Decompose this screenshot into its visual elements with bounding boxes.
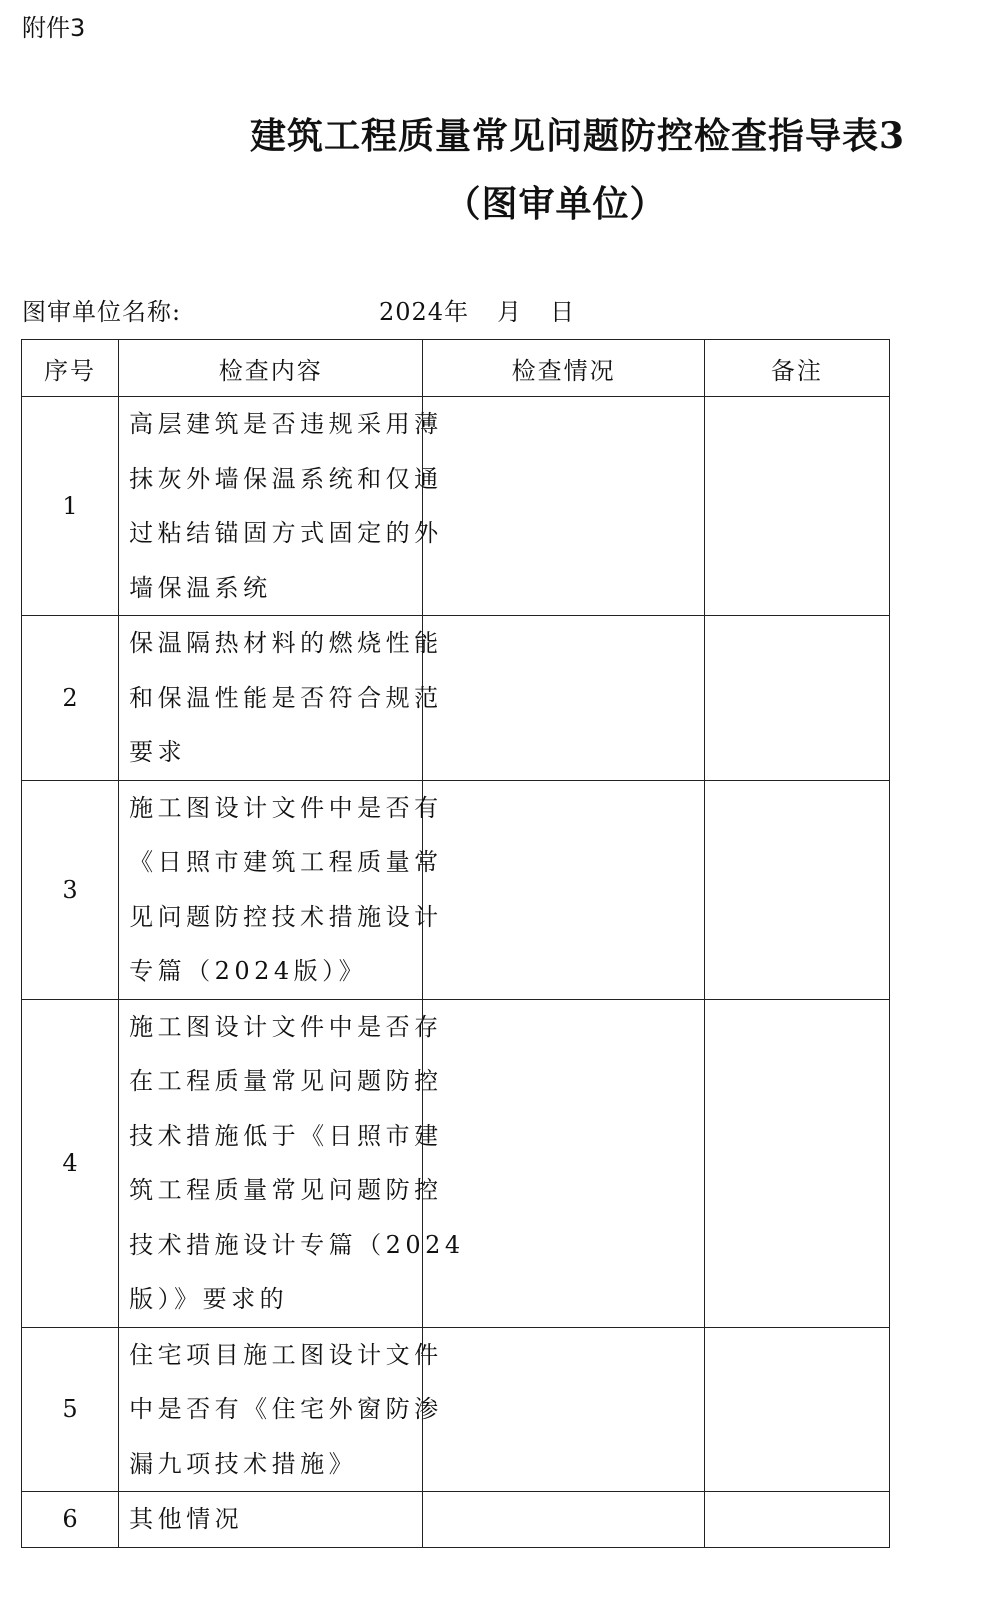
content-line: 筑工程质量常见问题防控 [129, 1176, 443, 1204]
table-row [22, 1327, 890, 1492]
note-cell[interactable] [704, 1327, 889, 1492]
content-line: 保温隔热材料的燃烧性能 [129, 629, 443, 657]
table-row [22, 780, 890, 999]
content-line: 版）》要求的 [129, 1285, 289, 1313]
content-line: 中是否有《住宅外窗防渗 [129, 1395, 443, 1423]
date-year: 2024年 [379, 298, 470, 326]
title-line-2: （图审单位） [444, 183, 667, 225]
content-line: 高层建筑是否违规采用薄 [129, 410, 443, 438]
check-content [119, 397, 443, 616]
content-line: 过粘结锚固方式固定的外 [129, 519, 443, 547]
check-result-cell[interactable] [423, 1492, 704, 1548]
table-header-row [22, 340, 890, 397]
content-line: 其他情况 [129, 1505, 244, 1533]
content-line: 和保温性能是否符合规范 [129, 683, 443, 712]
row-number: 1 [22, 397, 119, 616]
check-result-cell[interactable] [423, 616, 704, 781]
content-line: 住宅项目施工图设计文件 [129, 1340, 443, 1369]
date-month: 月 [497, 298, 523, 326]
check-content [119, 1492, 423, 1548]
note-cell[interactable] [704, 780, 889, 999]
content-line: 要求 [129, 738, 187, 766]
check-result-cell[interactable] [423, 999, 704, 1327]
checklist-table [21, 339, 890, 1548]
content-line: 见问题防控技术措施设计 [129, 902, 443, 931]
note-cell[interactable] [704, 616, 889, 781]
check-result-cell[interactable] [423, 397, 704, 616]
content-line: 漏九项技术措施》 [129, 1449, 358, 1478]
document-title [0, 112, 991, 228]
check-result-cell[interactable] [423, 780, 704, 999]
date-day: 日 [550, 298, 576, 326]
content-line: 墙保温系统 [129, 573, 272, 602]
table-row [22, 397, 890, 616]
unit-name-label: 图审单位名称: [22, 298, 182, 326]
header-result: 检查情况 [423, 340, 704, 397]
header-note: 备注 [704, 340, 889, 397]
table-row [22, 999, 890, 1327]
header-no: 序号 [22, 340, 119, 397]
row-number: 2 [22, 616, 119, 781]
content-line: 在工程质量常见问题防控 [129, 1067, 443, 1095]
content-line: 施工图设计文件中是否有 [129, 793, 443, 822]
row-number: 3 [22, 780, 119, 999]
meta-line [22, 292, 576, 327]
note-cell[interactable] [704, 999, 889, 1327]
note-cell[interactable] [704, 1492, 889, 1548]
table-row [22, 616, 890, 781]
check-content [119, 1327, 443, 1492]
check-content [119, 780, 443, 999]
check-content [119, 999, 465, 1327]
content-line: 施工图设计文件中是否存 [129, 1012, 443, 1041]
row-number: 6 [22, 1492, 119, 1548]
content-line: 抹灰外墙保温系统和仅通 [129, 464, 443, 493]
note-cell[interactable] [704, 397, 889, 616]
table-row [22, 1492, 890, 1548]
content-line: 技术措施低于《日照市建 [129, 1121, 443, 1150]
content-line: 《日照市建筑工程质量常 [129, 848, 443, 876]
check-content [119, 616, 443, 781]
attachment-label: 附件3 [22, 14, 86, 42]
title-line-1: 建筑工程质量常见问题防控检查指导表3 [250, 115, 906, 157]
row-number: 4 [22, 999, 119, 1327]
row-number: 5 [22, 1327, 119, 1492]
header-content: 检查内容 [119, 340, 423, 397]
content-line: 专篇（2024版）》 [129, 957, 368, 985]
check-result-cell[interactable] [423, 1327, 704, 1492]
date-field [379, 292, 603, 327]
content-line: 技术措施设计专篇（2024 [129, 1230, 465, 1259]
